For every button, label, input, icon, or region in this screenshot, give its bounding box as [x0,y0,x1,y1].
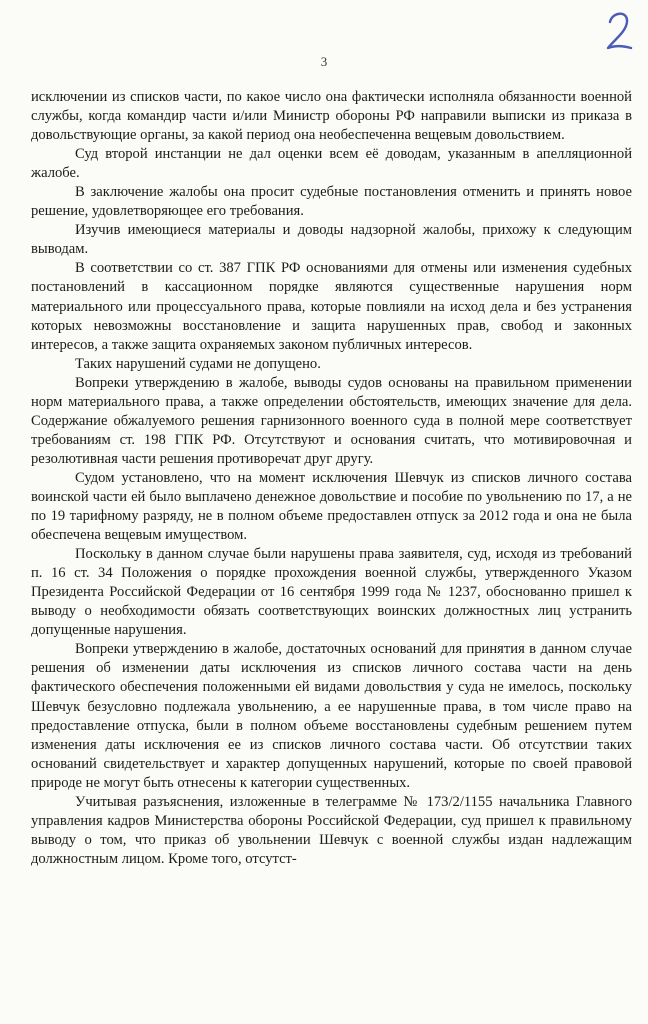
paragraph: Суд второй инстанции не дал оценки всем её доводам, указанным в апелляционной жалобе. [31,146,632,182]
paragraph: исключении из списков части, по какое число она фактически исполняла обязанности военной службы, когда командир части и/или Министр обороны РФ направили выписки из приказа в довольствующие органы, за какой период она необеспеченна вещевым довольствием. [31,89,632,144]
paragraph: Вопреки утверждению в жалобе, достаточных оснований для принятия в данном случае решения об изменении даты исключения из списков личного состава части на день фактического обеспечения положенными ей видами довольствия у суда не имелось, поскольку Шевчук безусловно подлежала увольнению, а ее нарушенные права, в том числе право на предоставление отпуска, были в полном объеме восстановлены судебным решением путем изменения даты исключения ее из списков личного состава части. Об отсутствии таких оснований свидетельствует и характер допущенных нарушений, которые по своей правовой природе не могут быть отнесены к категории существенных. [31,641,632,791]
document-body [31,88,632,869]
paragraph: Учитывая разъяснения, изложенные в телеграмме № 173/2/1155 начальника Главного управления кадров Министерства обороны Российской Федерации, суд пришел к правильному выводу о том, что приказ об увольнении Шевчук с военной службы издан надлежащим должностным лицом. Кроме того, отсутст- [31,793,632,867]
page-number: 3 [320,54,328,69]
paragraph: В соответствии со ст. 387 ГПК РФ основаниями для отмены или изменения судебных постановлений в кассационном порядке являются существенные нарушения норм материального или процессуального права, которые повлияли на исход дела и без устранения которых невозможны восстановление и защита нарушенных прав, свобод и законных интересов, а также защита охраняемых законом публичных интересов. [31,260,632,353]
paragraph: Вопреки утверждению в жалобе, выводы судов основаны на правильном применении норм материального права, а также определении обстоятельств, имеющих значение для дела. Содержание обжалуемого решения гарнизонного военного суда в полной мере соответствует требованиям ст. 198 ГПК РФ. Отсутствуют и основания считать, что мотивировочная и резолютивная части решения противоречат друг другу. [31,374,632,467]
paragraph: В заключение жалобы она просит судебные постановления отменить и принять новое решение, удовлетворяющее его требования. [31,184,632,220]
paragraph: Таких нарушений судами не допущено. [75,355,321,372]
paragraph: Судом установлено, что на момент исключения Шевчук из списков личного состава воинской части ей было выплачено денежное довольствие и пособие по увольнению по 17, а не по 19 тарифному разряду, не в полном объеме предоставлен отпуск за 2012 года и она не была обеспечена вещевым имуществом. [31,469,632,544]
paragraph: Поскольку в данном случае были нарушены права заявителя, суд, исходя из требований п. 16 ст. 34 Положения о порядке прохождения военной службы, утвержденного Указом Президента Российской Федерации от 16 сентября 1999 года № 1237, обоснованно пришел к выводу о необходимости обязать соответствующих воинских должностных лиц устранить допущенные нарушения. [31,546,632,639]
paragraph: Изучив имеющиеся материалы и доводы надзорной жалобы, прихожу к следующим выводам. [31,222,632,258]
handwritten-page-mark [604,8,634,54]
handwritten-two-icon [604,8,634,54]
